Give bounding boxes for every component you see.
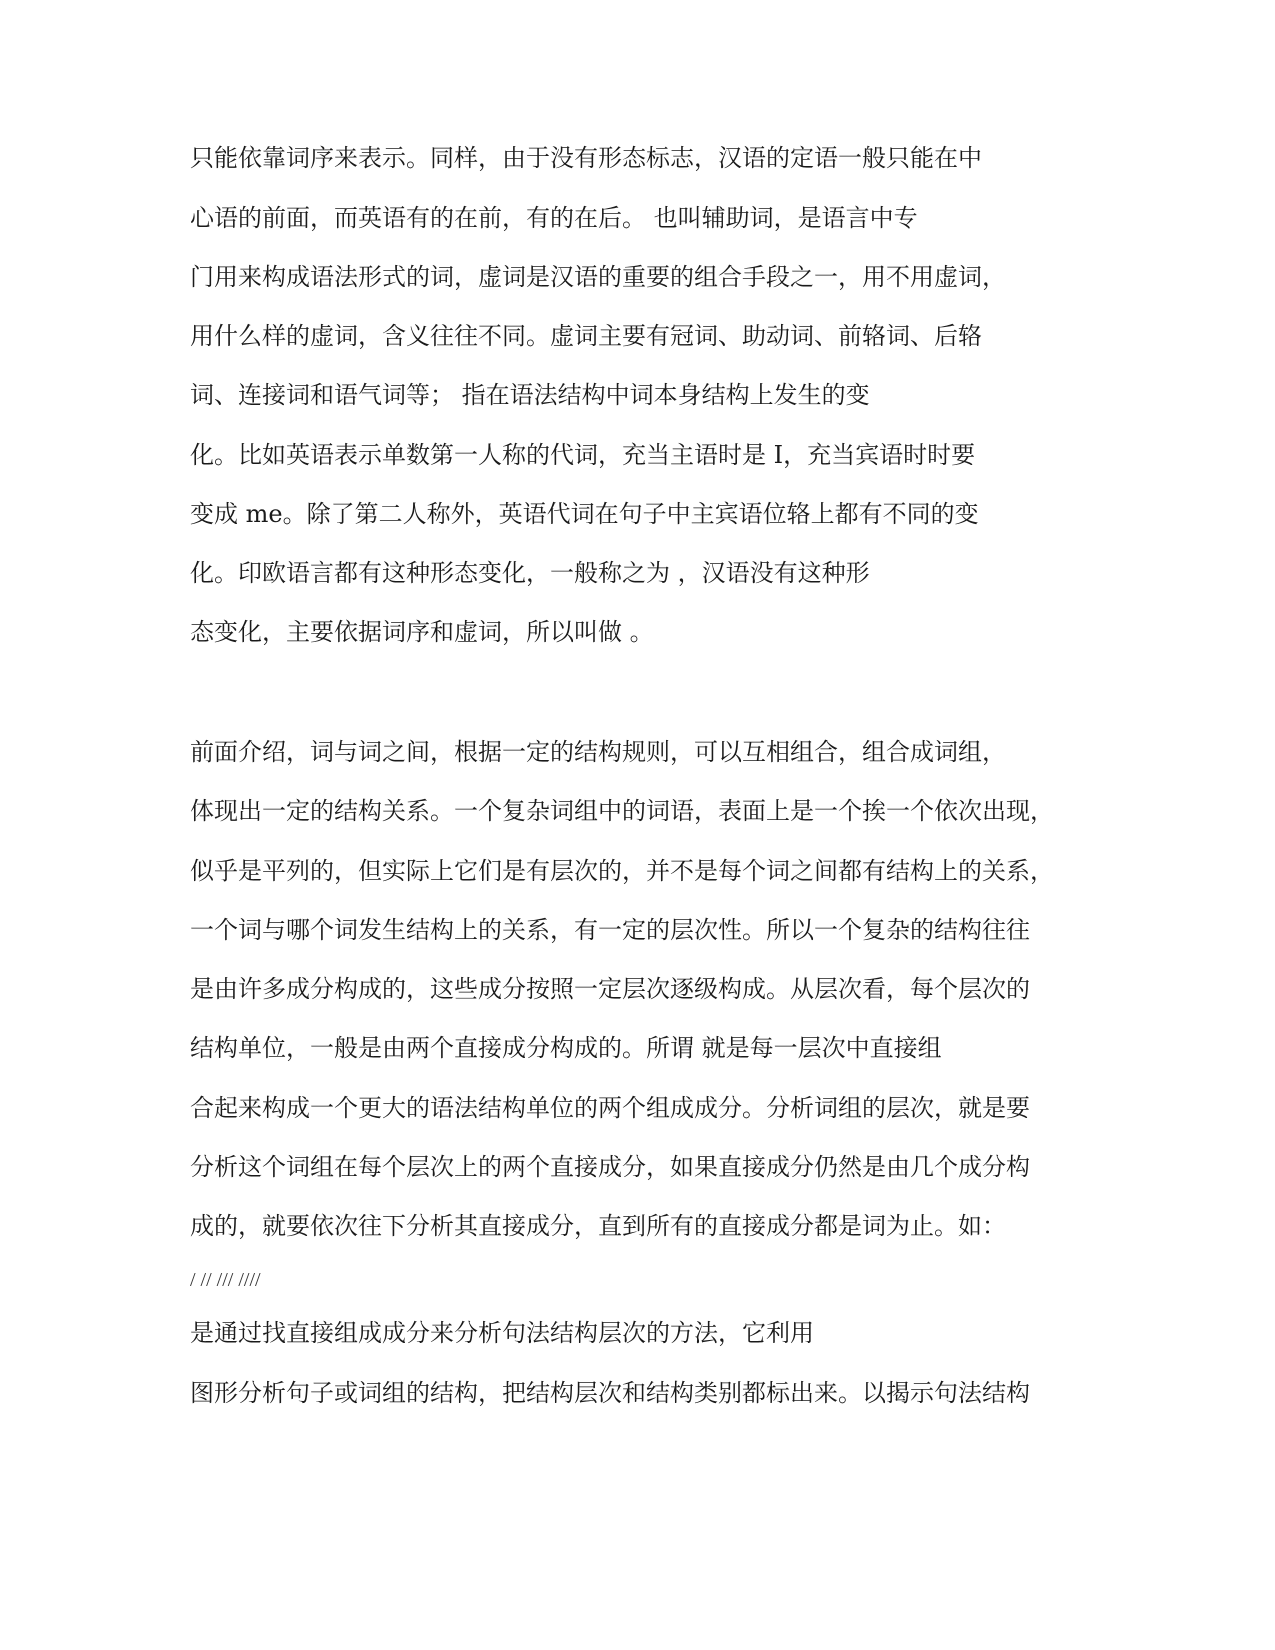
text-line: 分析这个词组在每个层次上的两个直接成分，如果直接成分仍然是由几个成分构 <box>190 1153 1030 1181</box>
text-line: 只能依靠词序来表示。同样，由于没有形态标志，汉语的定语一般只能在中 <box>190 144 982 172</box>
text-line: 心语的前面，而英语有的在前，有的在后。 也叫辅助词，是语言中专 <box>190 204 918 232</box>
text-line: 图形分析句子或词组的结构，把结构层次和结构类别都标出来。以揭示句法结构 <box>190 1379 1030 1407</box>
text-line: 前面介绍，词与词之间，根据一定的结构规则，可以互相组合，组合成词组， <box>190 738 1006 766</box>
text-line: 用什么样的虚词，含义往往不同。虚词主要有冠词、助动词、前辂词、后辂 <box>190 322 982 350</box>
text-line: 门用来构成语法形式的词，虚词是汉语的重要的组合手段之一，用不用虚词， <box>190 263 1006 291</box>
text-line: 词、连接词和语气词等； 指在语法结构中词本身结构上发生的变 <box>190 381 870 409</box>
text-line: 成的，就要依次往下分析其直接成分，直到所有的直接成分都是词为止。如： <box>190 1212 1006 1240</box>
text-line: 似乎是平列的，但实际上它们是有层次的，并不是每个词之间都有结构上的关系， <box>190 857 1054 885</box>
slash-marks: / // /// //// <box>190 1269 261 1291</box>
text-line: 是通过找直接组成成分来分析句法结构层次的方法，它利用 <box>190 1319 814 1347</box>
text-line: 结构单位，一般是由两个直接成分构成的。所谓 就是每一层次中直接组 <box>190 1034 942 1062</box>
text-line: 态变化，主要依据词序和虚词，所以叫做 。 <box>190 618 654 646</box>
text-line: 变成 me。除了第二人称外，英语代词在句子中主宾语位辂上都有不同的变 <box>190 500 979 528</box>
text-line: 体现出一定的结构关系。一个复杂词组中的词语，表面上是一个挨一个依次出现， <box>190 797 1054 825</box>
text-line: 一个词与哪个词发生结构上的关系，有一定的层次性。所以一个复杂的结构往往 <box>190 916 1030 944</box>
text-line: 合起来构成一个更大的语法结构单位的两个组成成分。分析词组的层次，就是要 <box>190 1094 1030 1122</box>
text-line: 化。印欧语言都有这种形态变化，一般称之为 ，汉语没有这种形 <box>190 559 870 587</box>
text-line: 是由许多成分构成的，这些成分按照一定层次逐级构成。从层次看，每个层次的 <box>190 975 1030 1003</box>
text-line: 化。比如英语表示单数第一人称的代词，充当主语时是 I，充当宾语时时要 <box>190 441 976 469</box>
